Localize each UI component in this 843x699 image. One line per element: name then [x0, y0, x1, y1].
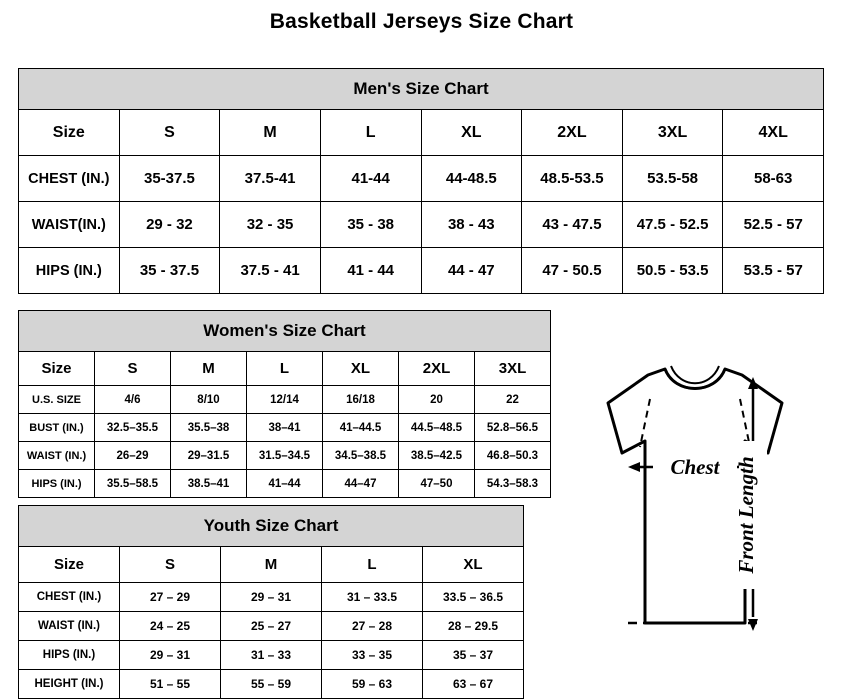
table-cell: 29 - 32 — [119, 202, 220, 248]
row-label: WAIST (IN.) — [19, 612, 120, 641]
row-label: HEIGHT (IN.) — [19, 670, 120, 699]
table-cell: 29 – 31 — [120, 641, 221, 670]
table-cell: 34.5–38.5 — [323, 442, 399, 470]
table-cell: 35.5–38 — [171, 414, 247, 442]
mens-size-chart-section — [18, 68, 824, 294]
table-row — [19, 248, 824, 294]
table-cell: 12/14 — [247, 386, 323, 414]
table-cell: 32 - 35 — [220, 202, 321, 248]
table-cell: 27 – 28 — [322, 612, 423, 641]
column-header: Size — [19, 352, 95, 386]
table-cell: 53.5-58 — [622, 156, 723, 202]
table-cell: 35.5–58.5 — [95, 470, 171, 498]
column-header: Size — [19, 547, 120, 583]
table-cell: 33 – 35 — [322, 641, 423, 670]
table-cell: 35-37.5 — [119, 156, 220, 202]
table-cell: 38.5–42.5 — [399, 442, 475, 470]
table-cell: 38.5–41 — [171, 470, 247, 498]
table-cell: 44-48.5 — [421, 156, 522, 202]
table-cell: 58-63 — [723, 156, 824, 202]
column-header: 4XL — [723, 110, 824, 156]
table-cell: 41 - 44 — [320, 248, 421, 294]
table-row — [19, 470, 551, 498]
column-header: M — [220, 110, 321, 156]
table-cell: 29–31.5 — [171, 442, 247, 470]
row-label: BUST (IN.) — [19, 414, 95, 442]
row-label: HIPS (IN.) — [19, 248, 120, 294]
table-header-row — [19, 110, 824, 156]
table-row — [19, 670, 524, 699]
table-cell: 27 – 29 — [120, 583, 221, 612]
table-row — [19, 612, 524, 641]
table-cell: 55 – 59 — [221, 670, 322, 699]
front-length-arrow-bottom — [748, 619, 758, 631]
table-cell: 63 – 67 — [423, 670, 524, 699]
table-cell: 41-44 — [320, 156, 421, 202]
column-header: M — [221, 547, 322, 583]
table-cell: 37.5-41 — [220, 156, 321, 202]
jersey-measurement-diagram — [540, 355, 840, 675]
table-row — [19, 156, 824, 202]
table-cell: 48.5-53.5 — [522, 156, 623, 202]
collar-inner-line — [671, 366, 719, 383]
table-cell: 16/18 — [323, 386, 399, 414]
column-header: XL — [421, 110, 522, 156]
table-cell: 22 — [475, 386, 551, 414]
table-cell: 53.5 - 57 — [723, 248, 824, 294]
table-cell: 44 - 47 — [421, 248, 522, 294]
jersey-outline-icon — [540, 355, 840, 675]
row-label: WAIST (IN.) — [19, 442, 95, 470]
table-cell: 41–44 — [247, 470, 323, 498]
row-label: HIPS (IN.) — [19, 470, 95, 498]
mens-size-chart-table — [18, 68, 824, 294]
table-cell: 33.5 – 36.5 — [423, 583, 524, 612]
column-header: Size — [19, 110, 120, 156]
front-length-label: Front Length — [734, 456, 758, 574]
table-cell: 52.5 - 57 — [723, 202, 824, 248]
column-header: 3XL — [622, 110, 723, 156]
table-cell: 50.5 - 53.5 — [622, 248, 723, 294]
chest-arrow-left — [628, 462, 640, 472]
table-row — [19, 583, 524, 612]
table-cell: 44–47 — [323, 470, 399, 498]
column-header: L — [320, 110, 421, 156]
youth-size-chart-section — [18, 505, 524, 699]
table-cell: 44.5–48.5 — [399, 414, 475, 442]
table-cell: 51 – 55 — [120, 670, 221, 699]
table-cell: 24 – 25 — [120, 612, 221, 641]
youth-chart-caption: Youth Size Chart — [19, 506, 524, 547]
womens-chart-caption: Women's Size Chart — [19, 311, 551, 352]
row-label: U.S. SIZE — [19, 386, 95, 414]
table-cell: 8/10 — [171, 386, 247, 414]
table-header-row — [19, 352, 551, 386]
row-label: CHEST (IN.) — [19, 156, 120, 202]
table-cell: 59 – 63 — [322, 670, 423, 699]
table-cell: 35 - 38 — [320, 202, 421, 248]
table-cell: 31 – 33.5 — [322, 583, 423, 612]
table-cell: 32.5–35.5 — [95, 414, 171, 442]
table-row — [19, 386, 551, 414]
table-cell: 35 – 37 — [423, 641, 524, 670]
table-cell: 43 - 47.5 — [522, 202, 623, 248]
table-caption-row — [19, 506, 524, 547]
table-caption-row — [19, 69, 824, 110]
column-header: L — [247, 352, 323, 386]
youth-size-chart-table — [18, 505, 524, 699]
table-cell: 25 – 27 — [221, 612, 322, 641]
column-header: M — [171, 352, 247, 386]
table-cell: 26–29 — [95, 442, 171, 470]
mens-chart-caption: Men's Size Chart — [19, 69, 824, 110]
table-cell: 46.8–50.3 — [475, 442, 551, 470]
column-header: XL — [323, 352, 399, 386]
table-cell: 31 – 33 — [221, 641, 322, 670]
row-label: HIPS (IN.) — [19, 641, 120, 670]
column-header: 2XL — [399, 352, 475, 386]
table-cell: 37.5 - 41 — [220, 248, 321, 294]
table-cell: 4/6 — [95, 386, 171, 414]
table-cell: 47–50 — [399, 470, 475, 498]
column-header: XL — [423, 547, 524, 583]
table-cell: 35 - 37.5 — [119, 248, 220, 294]
row-label: CHEST (IN.) — [19, 583, 120, 612]
table-cell: 47 - 50.5 — [522, 248, 623, 294]
womens-size-chart-section — [18, 310, 551, 498]
table-cell: 31.5–34.5 — [247, 442, 323, 470]
table-row — [19, 202, 824, 248]
page-title: Basketball Jerseys Size Chart — [269, 10, 574, 33]
column-header: 2XL — [522, 110, 623, 156]
table-row — [19, 442, 551, 470]
column-header: S — [120, 547, 221, 583]
table-cell: 38 - 43 — [421, 202, 522, 248]
table-cell: 29 – 31 — [221, 583, 322, 612]
table-cell: 20 — [399, 386, 475, 414]
table-cell: 38–41 — [247, 414, 323, 442]
table-cell: 41–44.5 — [323, 414, 399, 442]
table-cell: 28 – 29.5 — [423, 612, 524, 641]
column-header: L — [322, 547, 423, 583]
table-caption-row — [19, 311, 551, 352]
column-header: S — [95, 352, 171, 386]
womens-size-chart-table — [18, 310, 551, 498]
table-row — [19, 414, 551, 442]
table-row — [19, 641, 524, 670]
table-cell: 47.5 - 52.5 — [622, 202, 723, 248]
chest-label: Chest — [670, 455, 720, 479]
table-cell: 54.3–58.3 — [475, 470, 551, 498]
column-header: 3XL — [475, 352, 551, 386]
row-label: WAIST(IN.) — [19, 202, 120, 248]
column-header: S — [119, 110, 220, 156]
table-cell: 52.8–56.5 — [475, 414, 551, 442]
table-header-row — [19, 547, 524, 583]
